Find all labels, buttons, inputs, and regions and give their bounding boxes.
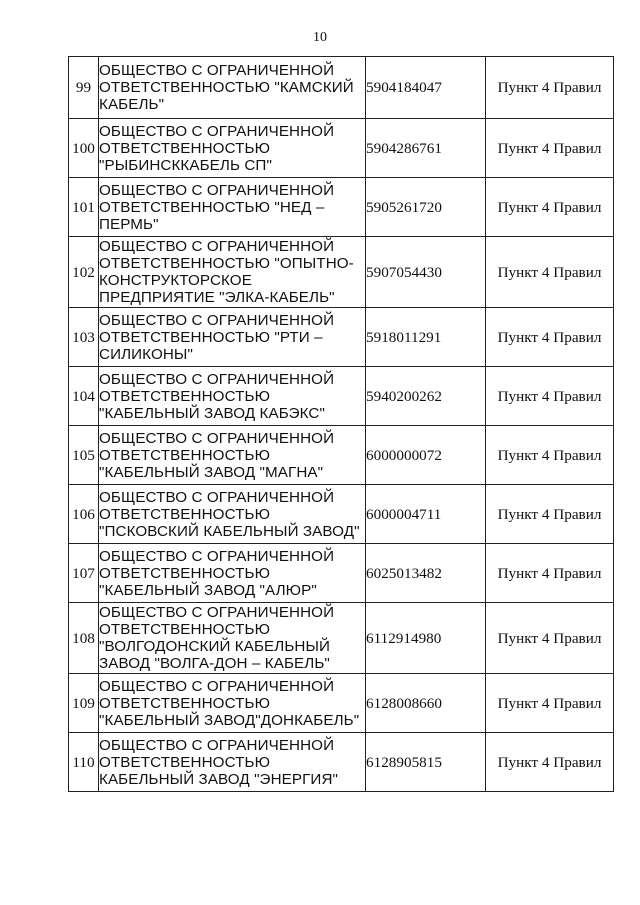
legal-basis: Пункт 4 Правил (486, 544, 614, 603)
legal-basis: Пункт 4 Правил (486, 119, 614, 178)
registry-table (68, 56, 614, 792)
table-row (69, 119, 614, 178)
legal-basis: Пункт 4 Правил (486, 426, 614, 485)
row-number: 103 (69, 308, 99, 367)
table-row (69, 178, 614, 237)
row-number: 106 (69, 485, 99, 544)
organization-name: ОБЩЕСТВО С ОГРАНИЧЕННОЙ ОТВЕТСТВЕННОСТЬЮ "РТИ – СИЛИКОНЫ" (99, 308, 366, 367)
organization-name: ОБЩЕСТВО С ОГРАНИЧЕННОЙ ОТВЕТСТВЕННОСТЬЮ "НЕД – ПЕРМЬ" (99, 178, 366, 237)
organization-name: ОБЩЕСТВО С ОГРАНИЧЕННОЙ ОТВЕТСТВЕННОСТЬЮ "ВОЛГОДОНСКИЙ КАБЕЛЬНЫЙ ЗАВОД "ВОЛГА-ДОН – КАБЕЛЬ" (99, 603, 366, 674)
row-number: 107 (69, 544, 99, 603)
table-row (69, 733, 614, 792)
inn-value: 5918011291 (366, 308, 486, 367)
inn-value: 5904286761 (366, 119, 486, 178)
inn-value: 6000000072 (366, 426, 486, 485)
page-number: 10 (313, 30, 327, 45)
table-row (69, 485, 614, 544)
legal-basis: Пункт 4 Правил (486, 367, 614, 426)
organization-name: ОБЩЕСТВО С ОГРАНИЧЕННОЙ ОТВЕТСТВЕННОСТЬЮ "КАБЕЛЬНЫЙ ЗАВОД КАБЭКС" (99, 367, 366, 426)
row-number: 109 (69, 674, 99, 733)
organization-name: ОБЩЕСТВО С ОГРАНИЧЕННОЙ ОТВЕТСТВЕННОСТЬЮ КАБЕЛЬНЫЙ ЗАВОД "ЭНЕРГИЯ" (99, 733, 366, 792)
legal-basis: Пункт 4 Правил (486, 308, 614, 367)
row-number: 110 (69, 733, 99, 792)
organization-name: ОБЩЕСТВО С ОГРАНИЧЕННОЙ ОТВЕТСТВЕННОСТЬЮ "РЫБИНСККАБЕЛЬ СП" (99, 119, 366, 178)
inn-value: 6128008660 (366, 674, 486, 733)
organization-name: ОБЩЕСТВО С ОГРАНИЧЕННОЙ ОТВЕТСТВЕННОСТЬЮ "ПСКОВСКИЙ КАБЕЛЬНЫЙ ЗАВОД" (99, 485, 366, 544)
row-number: 102 (69, 237, 99, 308)
organization-name: ОБЩЕСТВО С ОГРАНИЧЕННОЙ ОТВЕТСТВЕННОСТЬЮ "ОПЫТНО-КОНСТРУКТОРСКОЕ ПРЕДПРИЯТИЕ "ЭЛКА-КАБЕЛЬ" (99, 237, 366, 308)
table-row (69, 57, 614, 119)
organization-name: ОБЩЕСТВО С ОГРАНИЧЕННОЙ ОТВЕТСТВЕННОСТЬЮ "КАБЕЛЬНЫЙ ЗАВОД "МАГНА" (99, 426, 366, 485)
inn-value: 6112914980 (366, 603, 486, 674)
inn-value: 6128905815 (366, 733, 486, 792)
organization-name: ОБЩЕСТВО С ОГРАНИЧЕННОЙ ОТВЕТСТВЕННОСТЬЮ "КАМСКИЙ КАБЕЛЬ" (99, 57, 366, 119)
inn-value: 5904184047 (366, 57, 486, 119)
legal-basis: Пункт 4 Правил (486, 603, 614, 674)
legal-basis: Пункт 4 Правил (486, 674, 614, 733)
table-row (69, 674, 614, 733)
table-row (69, 544, 614, 603)
inn-value: 5905261720 (366, 178, 486, 237)
table-row (69, 308, 614, 367)
legal-basis: Пункт 4 Правил (486, 237, 614, 308)
table-row (69, 603, 614, 674)
row-number: 104 (69, 367, 99, 426)
inn-value: 6000004711 (366, 485, 486, 544)
legal-basis: Пункт 4 Правил (486, 178, 614, 237)
table-row (69, 237, 614, 308)
table-row (69, 367, 614, 426)
row-number: 105 (69, 426, 99, 485)
legal-basis: Пункт 4 Правил (486, 485, 614, 544)
table-row (69, 426, 614, 485)
row-number: 101 (69, 178, 99, 237)
row-number: 100 (69, 119, 99, 178)
legal-basis: Пункт 4 Правил (486, 733, 614, 792)
legal-basis: Пункт 4 Правил (486, 57, 614, 119)
inn-value: 6025013482 (366, 544, 486, 603)
organization-name: ОБЩЕСТВО С ОГРАНИЧЕННОЙ ОТВЕТСТВЕННОСТЬЮ "КАБЕЛЬНЫЙ ЗАВОД "АЛЮР" (99, 544, 366, 603)
inn-value: 5940200262 (366, 367, 486, 426)
row-number: 108 (69, 603, 99, 674)
inn-value: 5907054430 (366, 237, 486, 308)
row-number: 99 (69, 57, 99, 119)
organization-name: ОБЩЕСТВО С ОГРАНИЧЕННОЙ ОТВЕТСТВЕННОСТЬЮ "КАБЕЛЬНЫЙ ЗАВОД"ДОНКАБЕЛЬ" (99, 674, 366, 733)
